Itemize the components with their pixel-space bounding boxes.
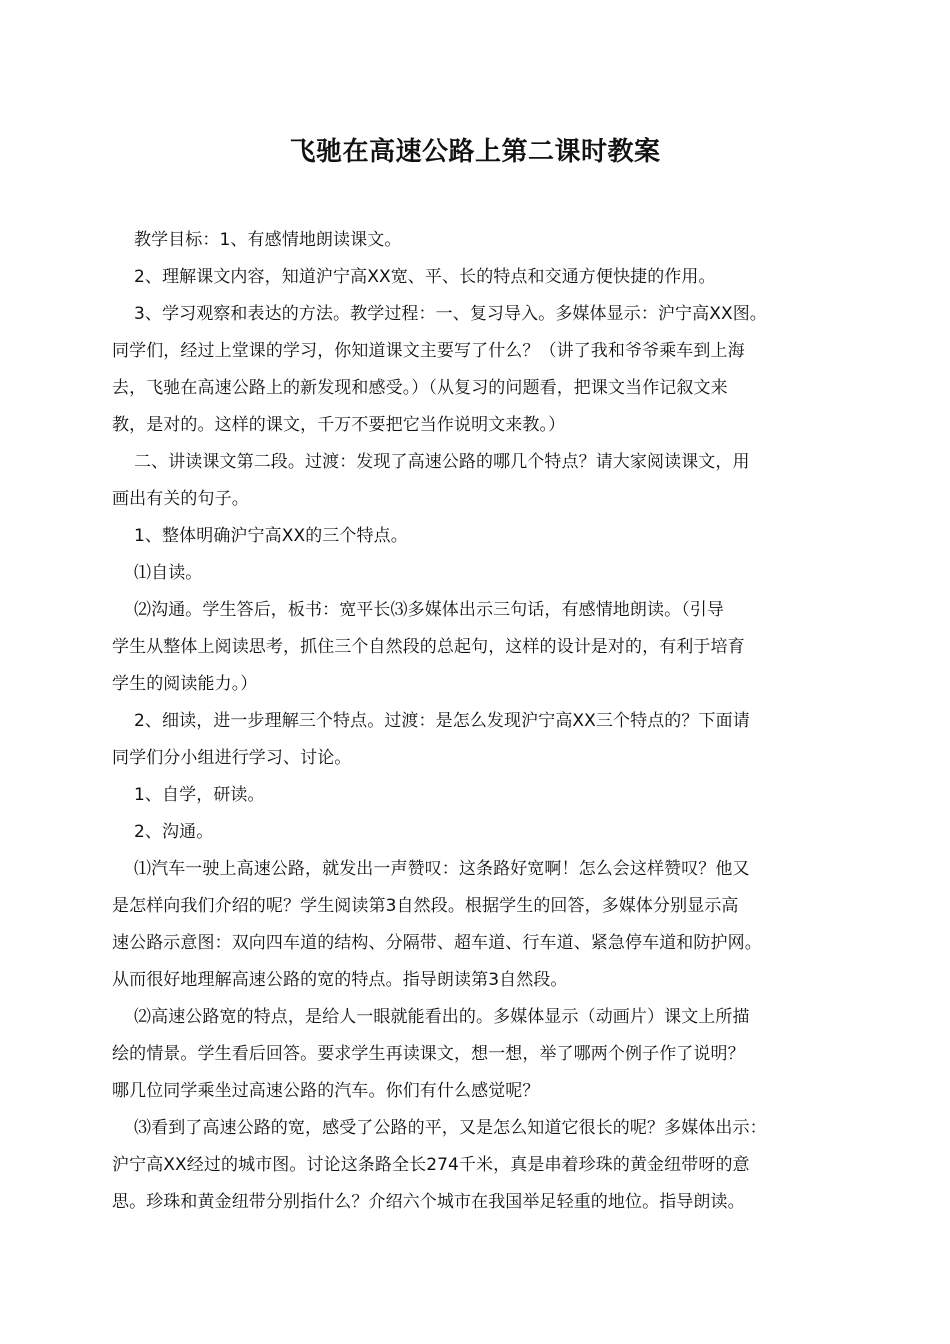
text-line: 从而很好地理解高速公路的宽的特点。指导朗读第3自然段。 (112, 970, 568, 990)
text-line: 是怎样向我们介绍的呢？学生阅读第3自然段。根据学生的回答，多媒体分别显示高 (112, 896, 739, 916)
text-line: 学生从整体上阅读思考，抓住三个自然段的总起句，这样的设计是对的，有利于培育 (112, 637, 745, 657)
text-line: ⑴自读。 (134, 563, 203, 583)
text-line: 绘的情景。学生看后回答。要求学生再读课文，想一想，举了哪两个例子作了说明？ (112, 1044, 745, 1064)
text-line: 同学们分小组进行学习、讨论。 (112, 748, 352, 768)
text-line: 2、理解课文内容，知道沪宁高XX宽、平、长的特点和交通方便快捷的作用。 (134, 267, 716, 287)
text-line: 哪几位同学乘坐过高速公路的汽车。你们有什么感觉呢？ (112, 1081, 540, 1101)
text-line: ⑵沟通。学生答后，板书：宽平长⑶多媒体出示三句话，有感情地朗读。（引导 (134, 600, 724, 620)
text-line: 画出有关的句子。 (112, 489, 249, 509)
text-line: ⑴汽车一驶上高速公路，就发出一声赞叹：这条路好宽啊！怎么会这样赞叹？他又 (134, 859, 750, 879)
document-body (112, 222, 852, 1221)
text-line: 1、整体明确沪宁高XX的三个特点。 (134, 526, 408, 546)
text-line: 二、讲读课文第二段。过渡：发现了高速公路的哪几个特点？请大家阅读课文，用 (134, 452, 750, 472)
document-title: 飞驰在高速公路上第二课时教案 (289, 137, 661, 167)
text-line: 速公路示意图：双向四车道的结构、分隔带、超车道、行车道、紧急停车道和防护网。 (112, 933, 762, 953)
text-line: 2、细读，进一步理解三个特点。过渡：是怎么发现沪宁高XX三个特点的？下面请 (134, 711, 750, 731)
text-line: 教，是对的。这样的课文，千万不要把它当作说明文来教。） (112, 415, 566, 435)
text-line: 同学们，经过上堂课的学习，你知道课文主要写了什么？（讲了我和爷爷乘车到上海 (112, 341, 745, 361)
text-line: 3、学习观察和表达的方法。教学过程：一、复习导入。多媒体显示：沪宁高XX图。 (134, 304, 767, 324)
text-line: 教学目标：1、有感情地朗读课文。 (134, 230, 402, 250)
text-line: ⑶看到了高速公路的宽，感受了公路的平，又是怎么知道它很长的呢？多媒体出示： (134, 1118, 767, 1138)
text-line: 去，飞驰在高速公路上的新发现和感受。）（从复习的问题看，把课文当作记叙文来 (112, 378, 728, 398)
text-line: 思。珍珠和黄金纽带分别指什么？介绍六个城市在我国举足轻重的地位。指导朗读。 (112, 1192, 745, 1212)
text-line: 学生的阅读能力。） (112, 674, 258, 694)
text-line: 2、沟通。 (134, 822, 214, 842)
text-line: ⑵高速公路宽的特点，是给人一眼就能看出的。多媒体显示（动画片）课文上所描 (134, 1007, 750, 1027)
text-line: 1、自学，研读。 (134, 785, 265, 805)
text-line: 沪宁高XX经过的城市图。讨论这条路全长274千米，真是串着珍珠的黄金纽带呀的意 (112, 1155, 750, 1175)
